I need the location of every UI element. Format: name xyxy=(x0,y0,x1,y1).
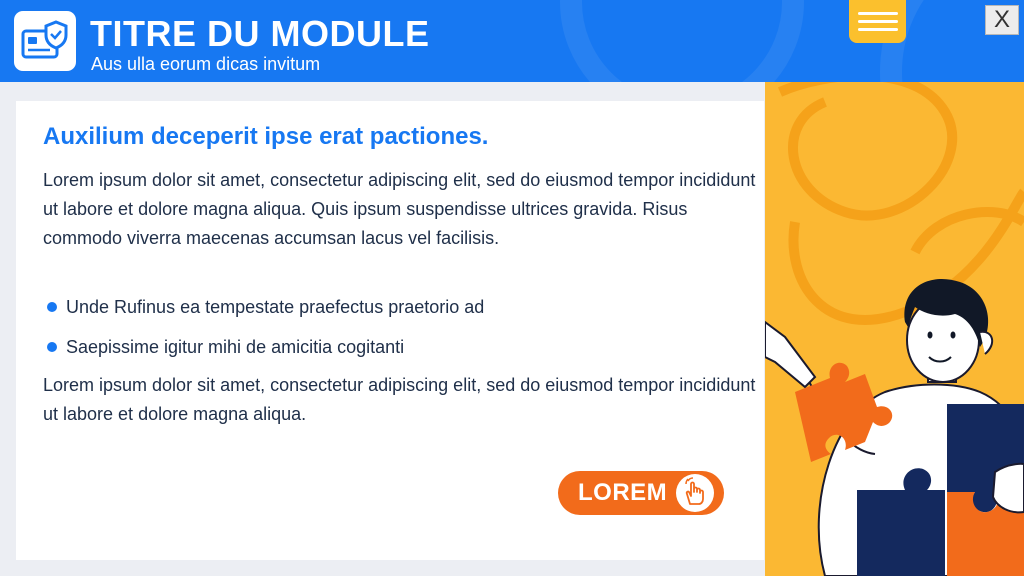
person-with-puzzle-illustration xyxy=(765,82,1024,576)
hamburger-menu-icon xyxy=(858,28,898,31)
header-bar xyxy=(0,0,1024,82)
bullet-item xyxy=(49,294,484,320)
content-heading: Auxilium deceperit ipse erat pactiones. xyxy=(43,123,489,150)
content-paragraph-1: Lorem ipsum dolor sit amet, consectetur adipiscing elit, sed do eiusmod tempor incididunt ut labore et dolore magna aliqua. Quis ipsum suspendisse ultrices gravida. Risus commodo viverra maecenas accumsan lacus vel facilisis. xyxy=(43,170,756,248)
bullet-text: Unde Rufinus ea tempestate praefectus praetorio ad xyxy=(66,297,485,317)
header-decoration xyxy=(560,0,804,82)
lorem-button-label: LOREM xyxy=(578,479,668,506)
pointing-hand-icon xyxy=(676,474,714,512)
credit-card-shield-icon xyxy=(20,19,70,63)
hamburger-menu-icon xyxy=(858,20,898,23)
content-card xyxy=(16,101,764,560)
content-paragraph-2: Lorem ipsum dolor sit amet, consectetur adipiscing elit, sed do eiusmod tempor incididunt ut labore et dolore magna aliqua. xyxy=(43,375,756,424)
illustration-panel xyxy=(765,82,1024,576)
logo xyxy=(14,11,76,71)
menu-button[interactable] xyxy=(849,0,906,43)
module-title: TITRE DU MODULE xyxy=(90,13,430,54)
close-button[interactable]: X xyxy=(985,5,1019,35)
bullet-item xyxy=(49,334,404,360)
module-subtitle: Aus ulla eorum dicas invitum xyxy=(91,54,321,74)
bullet-text: Saepissime igitur mihi de amicitia cogitanti xyxy=(66,337,405,357)
hamburger-menu-icon xyxy=(858,12,898,15)
lorem-button[interactable] xyxy=(558,471,724,515)
